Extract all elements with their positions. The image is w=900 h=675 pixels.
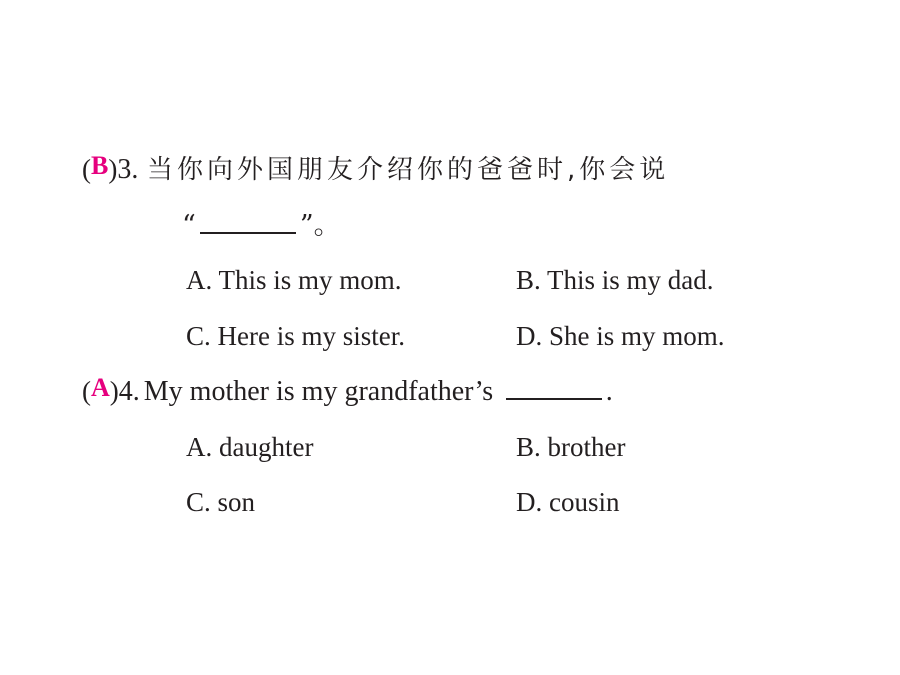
close-paren: ) [108, 154, 118, 184]
answer-letter: A [91, 373, 110, 402]
open-quote: “ [182, 210, 196, 241]
answer-letter: B [91, 151, 109, 180]
answer-blank [506, 374, 602, 400]
stem-end: . [605, 376, 613, 407]
option-a: A. This is my mom. [186, 265, 402, 295]
question-number: 3. [117, 154, 139, 185]
option-d: D. cousin [516, 487, 620, 517]
question-4-stem-line [82, 374, 613, 409]
open-paren: ( [82, 154, 91, 184]
close-paren: ) [109, 376, 119, 406]
option-d: D. She is my mom. [516, 321, 725, 351]
question-stem: My mother is my grandfather’s [143, 376, 494, 407]
question-stem: 当你向外国朋友介绍你的爸爸时,你会说 [146, 155, 670, 185]
close-quote: ”。 [299, 210, 341, 241]
option-b: B. This is my dad. [516, 265, 714, 295]
option-c: C. son [186, 487, 256, 517]
question-number: 4. [118, 376, 140, 407]
option-b: B. brother [516, 432, 626, 462]
option-c: C. Here is my sister. [186, 321, 405, 351]
option-a: A. daughter [186, 432, 314, 462]
open-paren: ( [82, 376, 91, 406]
